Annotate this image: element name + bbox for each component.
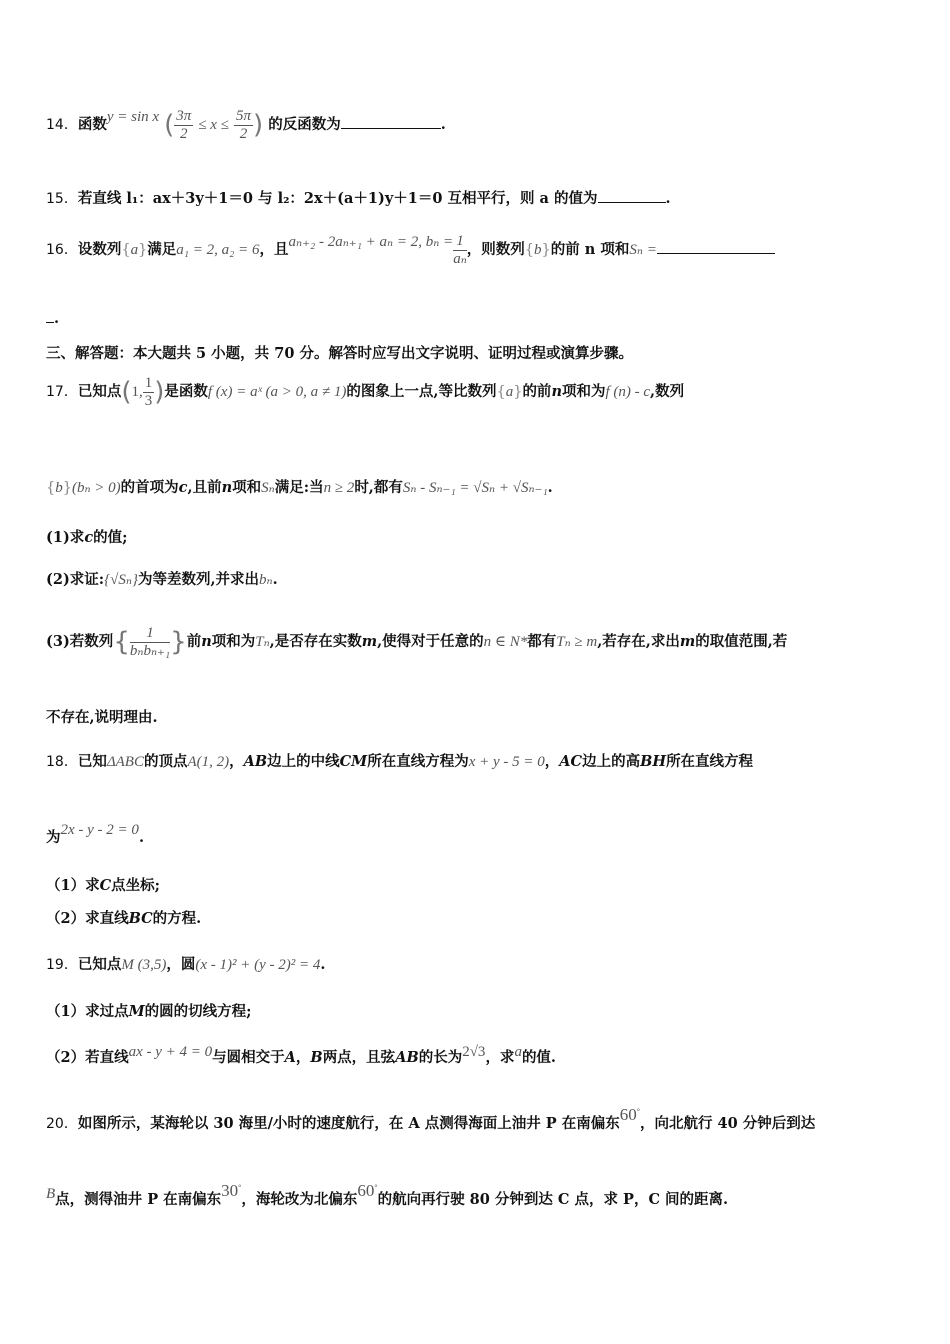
q19-line1: 19．已知点M (3,5)，圆(x - 1)² + (y - 2)² = 4. <box>46 956 326 973</box>
q20-line2: B点，测得油井 P 在南偏东30°，海轮改为北偏东60°的航向再行驶 80 分钟到达 C 点，求 P，C 间的距离. <box>46 1181 729 1208</box>
q16-sn: Sₙ = <box>629 242 657 258</box>
q16-recurrence: aₙ₊₂ - 2aₙ₊₁ + aₙ = 2, bₙ = <box>288 234 454 250</box>
q14-frac1: $\frac{3\pi}{2}$ <box>176 108 192 142</box>
q15-text: 若直线 l₁：ax＋3y＋1＝0 与 l₂：2x＋(a＋1)y＋1＝0 互相平行，则 a 的值为 <box>77 190 598 207</box>
q18-sub2: （2）求直线BC的方程. <box>46 910 202 927</box>
q14-line: 14．函数y = sin x ( $\frac{3\pi}{2}$ ≤ x ≤ $\frac{5\pi}{2}$ ) 的反函数为 . <box>46 108 446 142</box>
q16-line: 16．设数列{a}满足a₁ = 2, a₂ = 6，且aₙ₊₂ - 2aₙ₊₁ + aₙ = 2, bₙ = $\frac{1}{\text{aₙ}}$ ，则数列{b}的前 n 项和Sₙ = <box>46 232 775 267</box>
section-heading: 三、解答题：本大题共 5 小题，共 70 分。解答时应写出文字说明、证明过程或演算步骤。 <box>46 345 633 362</box>
q16-bn-frac: $\frac{1}{\text{aₙ}}$ <box>453 233 467 267</box>
q14-lead: 函数 <box>77 116 107 133</box>
q17-number: 17． <box>46 384 78 400</box>
q17-condition-eq: Sₙ - Sₙ₋₁ = √Sₙ + √Sₙ₋₁ <box>402 480 548 496</box>
q17-sub3: (3)若数列{ $\frac{1}{\text{bₙbₙ₊₁}}$ }前n项和为Tₙ,是否存在实数m,使得对于任意的n ∈ N*都有Tₙ ≥ m,若存在,求出m的取值范围,若 <box>46 625 788 659</box>
q16-continuation: . <box>46 310 59 327</box>
q20-number: 20． <box>46 1116 78 1132</box>
q18-line2: 为2x - y - 2 = 0. <box>46 822 144 846</box>
q14-relation: ≤ x ≤ <box>198 117 229 133</box>
q15-number: 15． <box>46 191 78 207</box>
q18-line1: 18．已知ΔABC的顶点A(1, 2)，AB边上的中线CM所在直线方程为x + y - 5 = 0，AC边上的高BH所在直线方程 <box>46 753 754 770</box>
q19-circle-eq: (x - 1)² + (y - 2)² = 4 <box>195 957 321 973</box>
q16-initial: a₁ = 2, a₂ = 6 <box>176 242 260 258</box>
q14-frac2: $\frac{5\pi}{2}$ <box>236 108 252 142</box>
q19-sub2: （2）若直线ax - y + 4 = 0与圆相交于A，B两点，且弦AB的长为2√3，求a的值. <box>46 1044 556 1066</box>
q17-point-frac: $\frac{1}{3}$ <box>144 375 153 409</box>
q17-sub2: (2)求证:{√Sₙ}为等差数列,并求出bₙ. <box>46 571 278 588</box>
q14-number: 14． <box>46 117 78 133</box>
q15-line: 15．若直线 l₁：ax＋3y＋1＝0 与 l₂：2x＋(a＋1)y＋1＝0 互相平行，则 a 的值为 . <box>46 190 671 207</box>
q19-number: 19． <box>46 957 78 973</box>
q17-sub3-frac: $\frac{1}{\text{bₙbₙ₊₁}}$ <box>129 625 171 659</box>
q16-answer-blank[interactable] <box>657 252 775 254</box>
q17-function: f (x) = aˣ (a > 0, a ≠ 1) <box>207 384 347 400</box>
q15-answer-blank[interactable] <box>598 201 666 203</box>
q20-line1: 20．如图所示，某海轮以 30 海里/小时的速度航行，在 A 点测得海面上油井 P 在南偏东60°，向北航行 40 分钟后到达 <box>46 1105 816 1132</box>
q17-sub3-cont: 不存在,说明理由. <box>46 709 158 726</box>
q14-function: y = sin x <box>106 109 160 125</box>
q17-line2: {b}(bₙ > 0)的首项为c,且前n项和Sₙ满足:当n ≥ 2时,都有Sₙ - Sₙ₋₁ = √Sₙ + √Sₙ₋₁. <box>46 479 553 496</box>
q18-number: 18． <box>46 754 78 770</box>
q19-sub1: （1）求过点M的圆的切线方程; <box>46 1003 252 1020</box>
q17-line1: 17．已知点(1, $\frac{1}{3}$ )是函数f (x) = aˣ (a > 0, a ≠ 1)的图象上一点,等比数列{a}的前n项和为f (n) - c,数列 <box>46 375 685 409</box>
q14-answer-blank[interactable] <box>341 127 441 129</box>
q17-sub1: (1)求c的值; <box>46 529 128 546</box>
q14-tail: 的反函数为 <box>268 116 341 133</box>
q16-number: 16． <box>46 242 78 258</box>
q18-sub1: （1）求C点坐标; <box>46 877 160 894</box>
